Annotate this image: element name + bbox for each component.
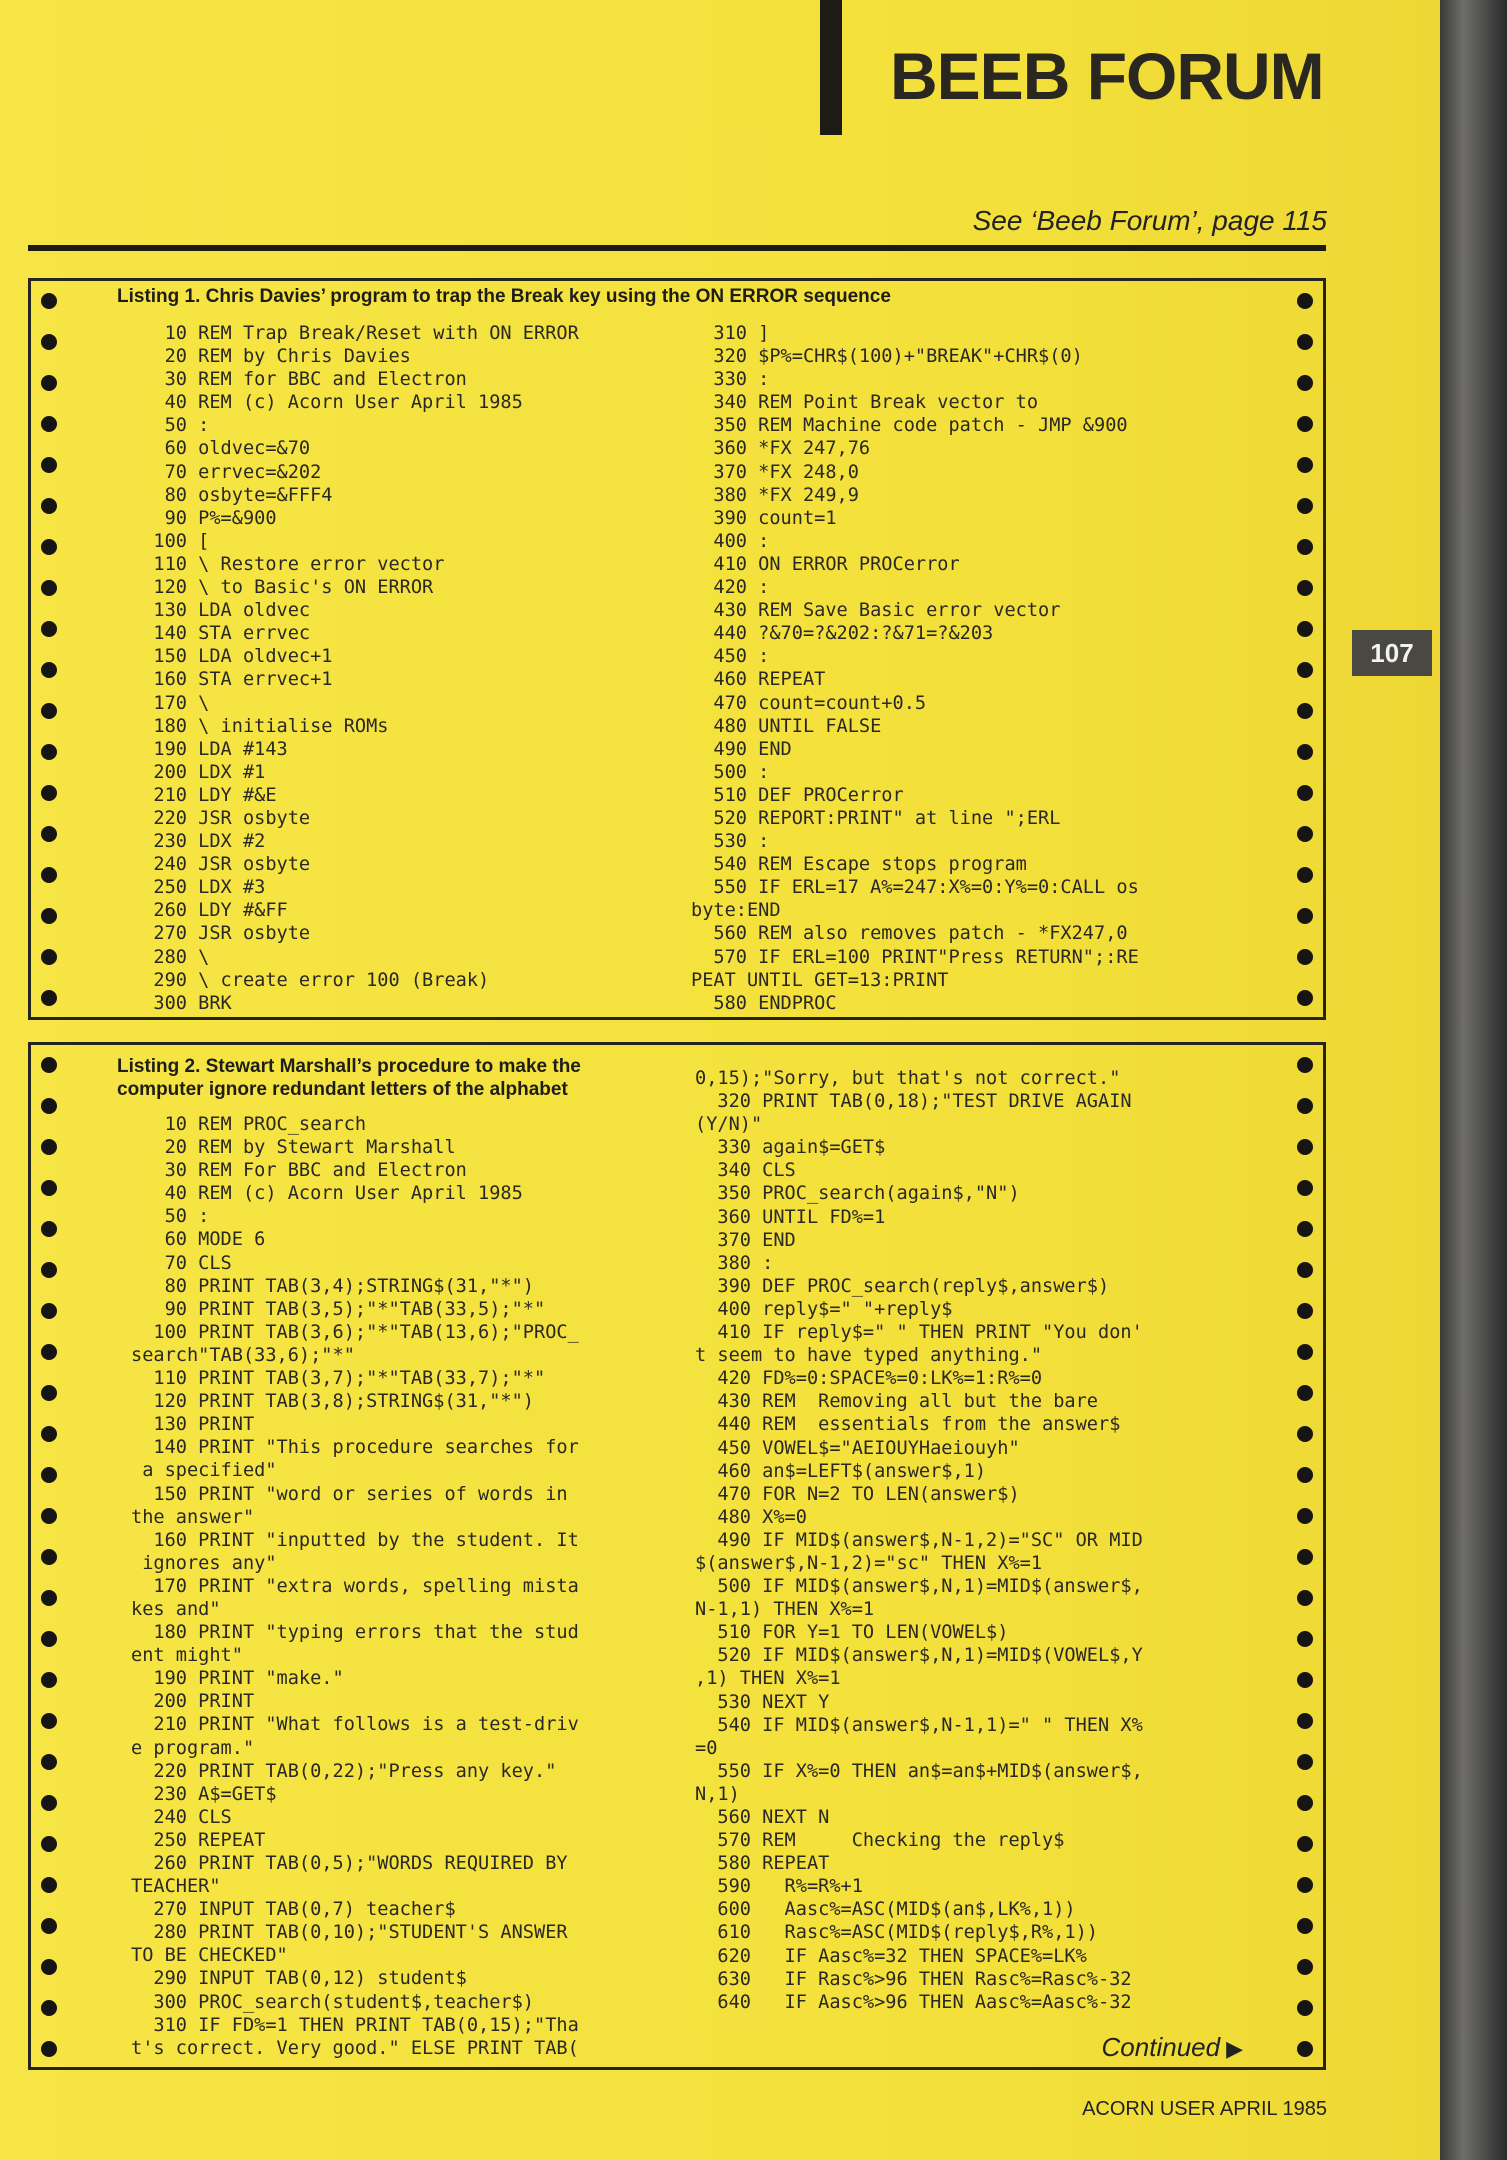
- sprocket-hole: [1297, 1590, 1313, 1606]
- sprocket-hole: [1297, 2041, 1313, 2057]
- sprocket-hole: [1297, 1918, 1313, 1934]
- sprocket-hole: [1297, 1303, 1313, 1319]
- sprocket-hole: [41, 2041, 57, 2057]
- sprocket-hole: [1297, 867, 1313, 883]
- sprocket-hole: [1297, 621, 1313, 637]
- sprocket-hole: [1297, 539, 1313, 555]
- listing-2-caption-line-1: Listing 2. Stewart Marshall’s procedure to make the: [117, 1056, 581, 1077]
- sprocket-hole: [1297, 744, 1313, 760]
- listing-2-code-right: 0,15);"Sorry, but that's not correct." 320 PRINT TAB(0,18);"TEST DRIVE AGAIN (Y/N)" 330 again$=GET$ 340 CLS 350 PROC_search(again$,"N") 360 UNTIL FD%=1 370 END 380 : 390 DEF PROC_search(reply$,answer$) 400 reply$=" "+reply$ 410 IF reply$=" " THEN PRINT "You don' t seem to have typed anything." 420 FD%=0:SPACE%=0:LK%=1:R%=0 430 REM Removing all but the bare 440 REM essentials from the answer$ 450 VOWEL$="AEIOUYHaeiouyh" 460 an$=LEFT$(answer$,1) 470 FOR N=2 TO LEN(answer$) 480 X%=0 490 IF MID$(answer$,N-1,2)="SC" OR MID $(answer$,N-1,2)="sc" THEN X%=1 500 IF MID$(answer$,N,1)=MID$(answer$, N-1,1) THEN X%=1 510 FOR Y=1 TO LEN(VOWEL$) 520 IF MID$(answer$,N,1)=MID$(VOWEL$,Y ,1) THEN X%=1 530 NEXT Y 540 IF MID$(answer$,N-1,1)=" " THEN X% =0 550 IF X%=0 THEN an$=an$+MID$(answer$, N,1) 560 NEXT N 570 REM Checking the reply$ 580 REPEAT 590 R%=R%+1 600 Aasc%=ASC(MID$(an$,LK%,1)) 610 Rasc%=ASC(MID$(reply$,R%,1)) 620 IF Aasc%=32 THEN SPACE%=LK% 630 IF Rasc%>96 THEN Rasc%=Rasc%-32 640 IF Aasc%>96 THEN Aasc%=Aasc%-32: [695, 1068, 1143, 2013]
- sprocket-hole: [41, 990, 57, 1006]
- sprocket-hole: [1297, 1877, 1313, 1893]
- sprocket-hole: [1297, 1549, 1313, 1565]
- listing-2-box: [28, 1042, 1326, 2070]
- sprocket-hole: [1297, 293, 1313, 309]
- sprocket-hole: [41, 785, 57, 801]
- sprocket-hole: [1297, 1098, 1313, 1114]
- sprocket-hole: [41, 826, 57, 842]
- sprocket-hole: [41, 1098, 57, 1114]
- sprocket-hole: [41, 744, 57, 760]
- listing-1-box: [28, 278, 1326, 1020]
- sprocket-hole: [1297, 1221, 1313, 1237]
- sprocket-hole: [1297, 1385, 1313, 1401]
- sprocket-hole: [1297, 1139, 1313, 1155]
- sprocket-hole: [41, 662, 57, 678]
- sprocket-hole: [41, 1795, 57, 1811]
- sprocket-hole: [1297, 1057, 1313, 1073]
- sprocket-hole: [41, 334, 57, 350]
- sprocket-hole: [1297, 1467, 1313, 1483]
- sprocket-hole: [41, 621, 57, 637]
- sprocket-hole: [1297, 1426, 1313, 1442]
- sprocket-hole: [41, 1754, 57, 1770]
- sprocket-hole: [1297, 1180, 1313, 1196]
- sprocket-hole: [41, 1344, 57, 1360]
- cross-reference: See ‘Beeb Forum’, page 115: [972, 205, 1327, 236]
- sprocket-hole: [1297, 1344, 1313, 1360]
- sprocket-hole: [1297, 2000, 1313, 2016]
- sprocket-hole: [1297, 375, 1313, 391]
- sprocket-hole: [41, 1180, 57, 1196]
- sprocket-holes-left: [29, 1045, 69, 2067]
- page-number-tab: 107: [1352, 630, 1432, 676]
- sprocket-hole: [41, 1262, 57, 1278]
- sprocket-hole: [41, 1385, 57, 1401]
- sprocket-hole: [41, 1959, 57, 1975]
- play-arrow-icon: ▶: [1226, 2036, 1243, 2061]
- sprocket-hole: [41, 1221, 57, 1237]
- sprocket-hole: [41, 1631, 57, 1647]
- sprocket-hole: [41, 539, 57, 555]
- sprocket-hole: [41, 1877, 57, 1893]
- sprocket-hole: [41, 293, 57, 309]
- sprocket-hole: [41, 1672, 57, 1688]
- sprocket-hole: [41, 498, 57, 514]
- sprocket-hole: [1297, 1836, 1313, 1852]
- sprocket-hole: [1297, 1262, 1313, 1278]
- sprocket-hole: [41, 703, 57, 719]
- listing-2-caption: [117, 1055, 581, 1101]
- sprocket-hole: [41, 1549, 57, 1565]
- section-title: BEEB FORUM: [890, 39, 1324, 113]
- sprocket-hole: [41, 580, 57, 596]
- sprocket-hole: [1297, 662, 1313, 678]
- sprocket-hole: [1297, 1959, 1313, 1975]
- listing-1-code-right: 310 ] 320 $P%=CHR$(100)+"BREAK"+CHR$(0) 330 : 340 REM Point Break vector to 350 REM Machine code patch - JMP &900 360 *FX 247,76 370 *FX 248,0 380 *FX 249,9 390 count=1 400 : 410 ON ERROR PROCerror 420 : 430 REM Save Basic error vector 440 ?&70=?&202:?&71=?&203 450 : 460 REPEAT 470 count=count+0.5 480 UNTIL FALSE 490 END 500 : 510 DEF PROCerror 520 REPORT:PRINT" at line ";ERL 530 : 540 REM Escape stops program 550 IF ERL=17 A%=247:X%=0:Y%=0:CALL os byte:END 560 REM also removes patch - *FX247,0 570 IF ERL=100 PRINT"Press RETURN";:RE PEAT UNTIL GET=13:PRINT 580 ENDPROC: [691, 323, 1139, 1014]
- sprocket-hole: [41, 1836, 57, 1852]
- sprocket-hole: [41, 949, 57, 965]
- sprocket-holes-right: [1285, 281, 1325, 1017]
- sprocket-hole: [1297, 416, 1313, 432]
- header-accent-bar: [820, 0, 842, 135]
- sprocket-hole: [1297, 990, 1313, 1006]
- listing-1-code-left: 10 REM Trap Break/Reset with ON ERROR 20 REM by Chris Davies 30 REM for BBC and Electron 40 REM (c) Acorn User April 1985 50 : 60 oldvec=&70 70 errvec=&202 80 osbyte=&FFF4 90 P%=&900 100 [ 110 \ Restore error vector 120 \ to Basic's ON ERROR 130 LDA oldvec 140 STA errvec 150 LDA oldvec+1 160 STA errvec+1 170 \ 180 \ initialise ROMs 190 LDA #143 200 LDX #1 210 LDY #&E 220 JSR osbyte 230 LDX #2 240 JSR osbyte 250 LDX #3 260 LDY #&FF 270 JSR osbyte 280 \ 290 \ create error 100 (Break) 300 BRK: [153, 323, 579, 1014]
- sprocket-hole: [1297, 1795, 1313, 1811]
- sprocket-hole: [1297, 1508, 1313, 1524]
- sprocket-hole: [1297, 1631, 1313, 1647]
- listing-2-code-left: 10 REM PROC_search 20 REM by Stewart Marshall 30 REM For BBC and Electron 40 REM (c) Acorn User April 1985 50 : 60 MODE 6 70 CLS 80 PRINT TAB(3,4);STRING$(31,"*") 90 PRINT TAB(3,5);"*"TAB(33,5);"*" 100 PRINT TAB(3,6);"*"TAB(13,6);"PROC_ search"TAB(33,6);"*" 110 PRINT TAB(3,7);"*"TAB(33,7);"*" 120 PRINT TAB(3,8);STRING$(31,"*") 130 PRINT 140 PRINT "This procedure searches for a specified" 150 PRINT "word or series of words in the answer" 160 PRINT "inputted by the student. It ignores any" 170 PRINT "extra words, spelling mista kes and" 180 PRINT "typing errors that the stud ent might" 190 PRINT "make." 200 PRINT 210 PRINT "What follows is a test-driv e program." 220 PRINT TAB(0,22);"Press any key." 230 A$=GET$ 240 CLS 250 REPEAT 260 PRINT TAB(0,5);"WORDS REQUIRED BY TEACHER" 270 INPUT TAB(0,7) teacher$ 280 PRINT TAB(0,10);"STUDENT'S ANSWER TO BE CHECKED" 290 INPUT TAB(0,12) student$ 300 PROC_search(student$,teacher$) 310 IF FD%=1 THEN PRINT TAB(0,15);"Tha t's correct. Very good." ELSE PRINT TAB(: [131, 1114, 579, 2059]
- sprocket-hole: [1297, 703, 1313, 719]
- sprocket-hole: [1297, 908, 1313, 924]
- sprocket-hole: [1297, 334, 1313, 350]
- sprocket-hole: [41, 2000, 57, 2016]
- sprocket-holes-left: [29, 281, 69, 1017]
- sprocket-hole: [1297, 1672, 1313, 1688]
- sprocket-hole: [1297, 1713, 1313, 1729]
- sprocket-hole: [41, 1057, 57, 1073]
- listing-1-caption: Listing 1. Chris Davies’ program to trap the Break key using the ON ERROR sequence: [117, 286, 891, 307]
- sprocket-hole: [41, 1139, 57, 1155]
- continued-label: [1102, 2032, 1243, 2063]
- sprocket-hole: [1297, 580, 1313, 596]
- sprocket-hole: [41, 1467, 57, 1483]
- header-rule: [28, 245, 1326, 251]
- sprocket-hole: [41, 375, 57, 391]
- sprocket-hole: [41, 1590, 57, 1606]
- sprocket-hole: [1297, 1754, 1313, 1770]
- sprocket-hole: [1297, 785, 1313, 801]
- sprocket-hole: [41, 1303, 57, 1319]
- sprocket-hole: [41, 867, 57, 883]
- sprocket-hole: [1297, 949, 1313, 965]
- sprocket-hole: [1297, 826, 1313, 842]
- sprocket-holes-right: [1285, 1045, 1325, 2067]
- sprocket-hole: [41, 1918, 57, 1934]
- listing-2-caption-line-2: computer ignore redundant letters of the alphabet: [117, 1079, 568, 1100]
- sprocket-hole: [41, 1508, 57, 1524]
- sprocket-hole: [41, 457, 57, 473]
- sprocket-hole: [41, 908, 57, 924]
- sprocket-hole: [41, 416, 57, 432]
- sprocket-hole: [1297, 498, 1313, 514]
- page-edge: [1440, 0, 1507, 2160]
- sprocket-hole: [1297, 457, 1313, 473]
- sprocket-hole: [41, 1426, 57, 1442]
- continued-text: Continued: [1101, 2032, 1221, 2062]
- footer-issue: ACORN USER APRIL 1985: [1082, 2098, 1327, 2120]
- sprocket-hole: [41, 1713, 57, 1729]
